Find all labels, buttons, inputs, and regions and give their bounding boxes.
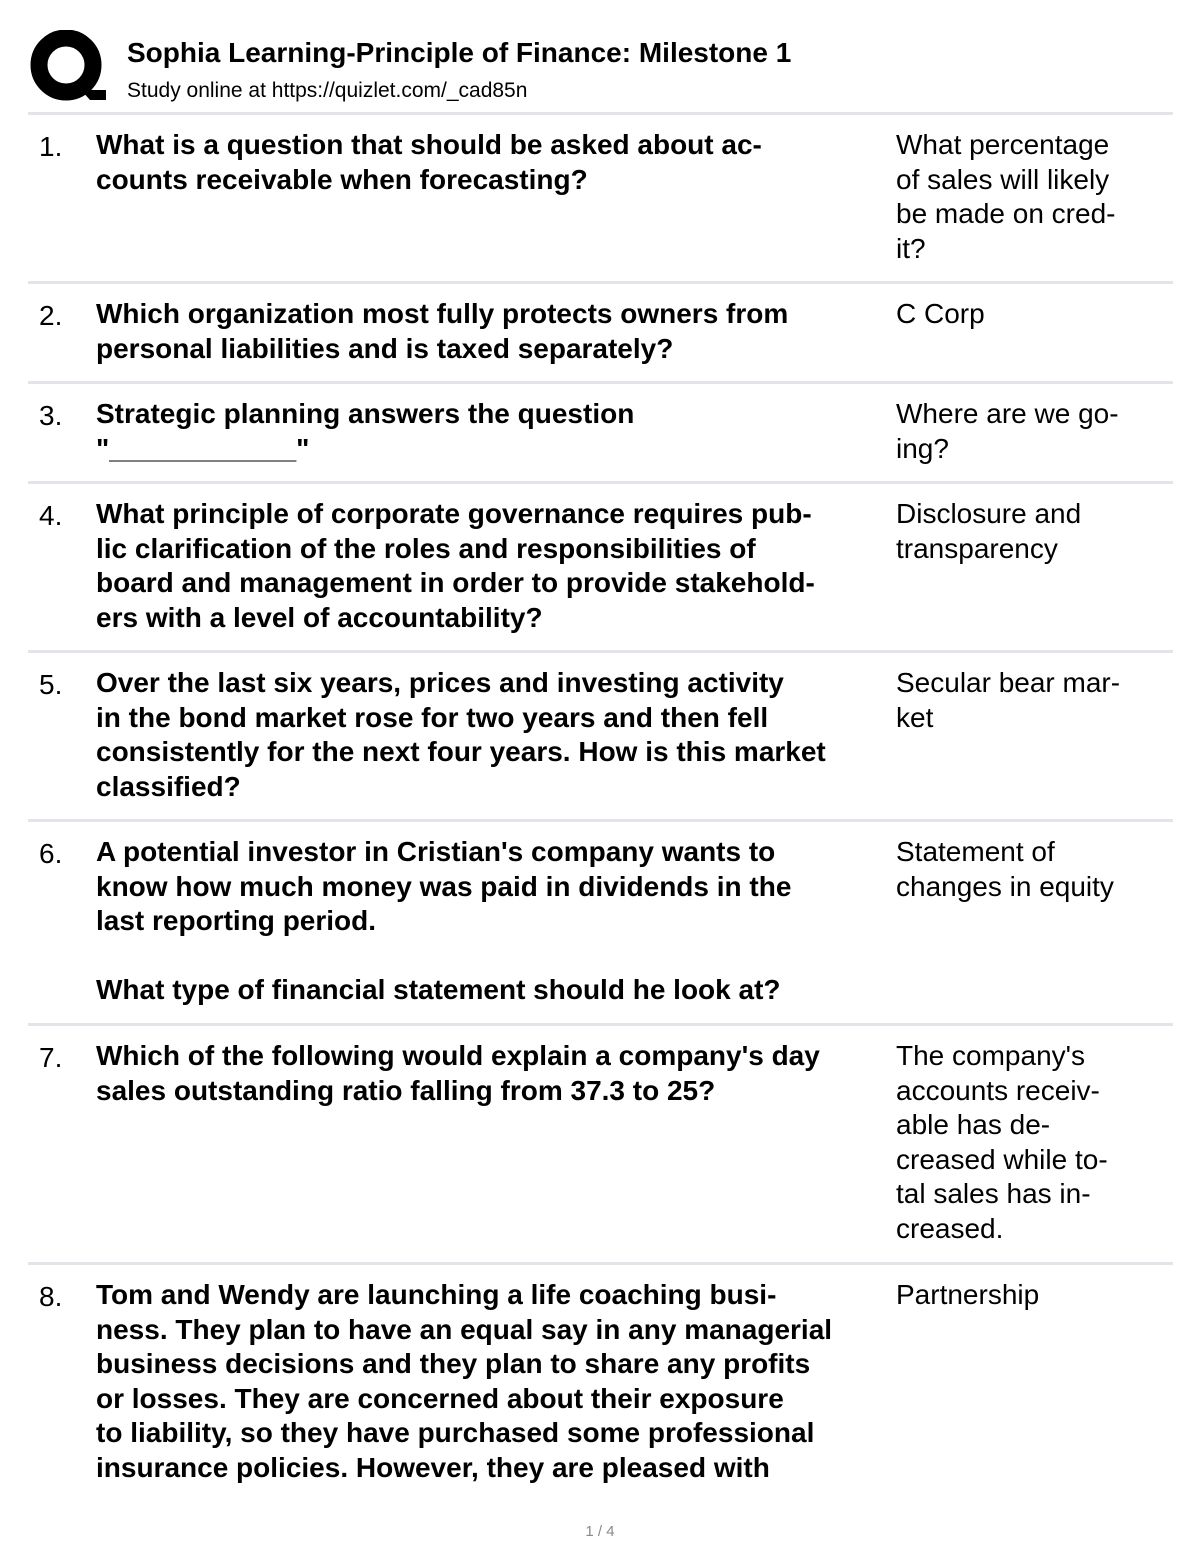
quizlet-q-logo-icon [30, 30, 106, 106]
page-title: Sophia Learning-Principle of Finance: Milestone 1 [127, 37, 792, 68]
answer-text: Partnership [896, 1279, 1040, 1310]
page-header [30, 30, 1172, 110]
item-number: 2. [39, 300, 63, 331]
flashcard-list [28, 112, 1173, 1493]
answer-text: What percentage of sales will likely be made on cred- it? [896, 129, 1116, 264]
item-number: 8. [39, 1281, 63, 1312]
item-number: 3. [39, 400, 63, 431]
answer-text: The company's accounts receiv- able has de- creased while to- tal sales has in- creased. [896, 1040, 1108, 1244]
study-link[interactable]: Study online at https://quizlet.com/_cad85n [127, 79, 528, 102]
answer-text: Where are we go- ing? [896, 398, 1119, 464]
question-text: A potential investor in Cristian's company wants to know how much money was paid in dividends in the last reporting period. What type of financial statement should he look at? [96, 836, 792, 1005]
question-text: Which of the following would explain a company's day sales outstanding ratio falling from 37.3 to 25? [96, 1040, 820, 1106]
item-number: 1. [39, 131, 63, 162]
answer-text: C Corp [896, 298, 985, 329]
list-item [28, 1262, 1173, 1493]
list-item [28, 112, 1173, 281]
question-text: Which organization most fully protects owners from personal liabilities and is taxed separately? [96, 298, 789, 364]
answer-text: Disclosure and transparency [896, 498, 1082, 564]
answer-text: Secular bear mar- ket [896, 667, 1121, 733]
list-item [28, 819, 1173, 1023]
question-text: What principle of corporate governance requires pub- lic clarification of the roles and responsibilities of board and management in order to provide stakehold- ers with a level of accountability? [96, 498, 815, 633]
page-number: 1 / 4 [585, 1523, 615, 1540]
list-item [28, 381, 1173, 481]
list-item [28, 481, 1173, 650]
question-text: Over the last six years, prices and investing activity in the bond market rose for two years and then fell consistently for the next four years. How is this market classified? [96, 667, 826, 802]
list-item [28, 281, 1173, 381]
item-number: 5. [39, 669, 63, 700]
question-text: What is a question that should be asked about ac- counts receivable when forecasting? [96, 129, 762, 195]
question-text: Strategic planning answers the question "____________" [96, 398, 635, 464]
item-number: 4. [39, 500, 63, 531]
answer-text: Statement of changes in equity [896, 836, 1114, 902]
list-item [28, 1023, 1173, 1262]
question-text: Tom and Wendy are launching a life coaching busi- ness. They plan to have an equal say in any managerial business decisions and they plan to share any profits or losses. They are concerned about their exposure to liability, so they have purchased some professional insurance policies. However, they are pleased with [96, 1279, 833, 1483]
list-item [28, 650, 1173, 819]
item-number: 6. [39, 838, 63, 869]
item-number: 7. [39, 1042, 63, 1073]
